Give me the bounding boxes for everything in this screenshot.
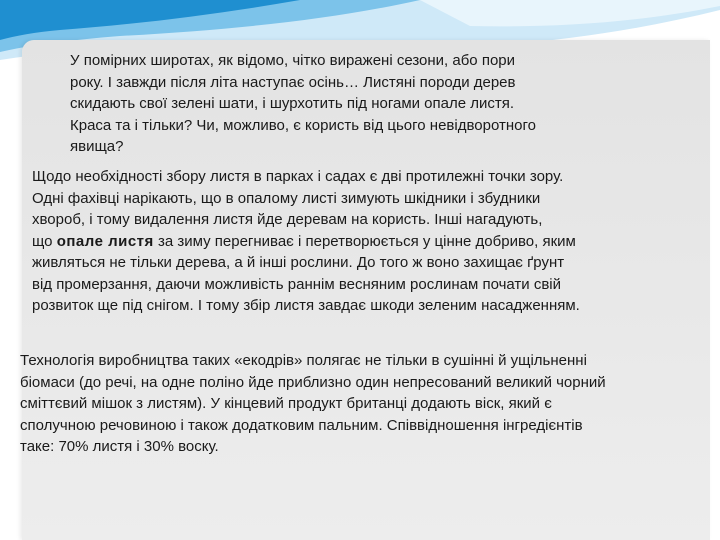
text-line — [32, 231, 580, 253]
paragraph-technology — [20, 350, 720, 458]
text-line: сміттєвий мішок з листям). У кінцевий продукт британці додають віск, який є — [20, 395, 552, 412]
text-line: живляться не тільки дерева, а й інші рослини. До того ж воно захищає ґрунт — [32, 254, 565, 271]
text-fragment: що — [32, 232, 57, 250]
text-line: скидають свої зелені шати, і шурхотить під ногами опале листя. — [70, 95, 515, 112]
text-line: від промерзання, даючи можливість раннім весняним рослинам почати свій — [32, 275, 562, 293]
text-line: сполучною речовиною і також додатковим пальним. Співвідношення інгредієнтів — [20, 416, 583, 434]
bold-term: опале листя — [56, 232, 154, 250]
paragraph-intro — [70, 50, 536, 158]
text-line: таке: 70% листя і 30% воску. — [20, 438, 219, 455]
text-line: Щодо необхідності збору листя в парках і садах є дві протилежні точки зору. — [32, 168, 564, 185]
text-line: Краса та і тільки? Чи, можливо, є користь від цього невідворотного — [70, 116, 536, 134]
text-fragment: за зиму перегниває і перетворюється у цінне добриво, яким — [153, 232, 576, 250]
paragraph-leaf-collection — [32, 166, 580, 317]
text-line: розвиток ще під снігом. І тому збір листя завдає шкоди зеленим насадженням. — [32, 297, 580, 314]
text-line: Технологія виробництва таких «екодрів» полягає не тільки в сушінні й ущільненні — [20, 352, 587, 369]
text-line: Одні фахівці нарікають, що в опалому листі зимують шкідники і збудники — [32, 189, 541, 207]
text-line: хвороб, і тому видалення листя йде деревам на користь. Інші нагадують, — [32, 211, 543, 228]
text-line: У помірних широтах, як відомо, чітко виражені сезони, або пори — [70, 52, 516, 69]
text-line: біомаси (до речі, на одне поліно йде приблизно один непресований великий чорний — [20, 373, 606, 391]
text-line: року. І завжди після літа наступає осінь… Листяні породи дерев — [70, 73, 516, 91]
text-line: явища? — [70, 138, 124, 155]
